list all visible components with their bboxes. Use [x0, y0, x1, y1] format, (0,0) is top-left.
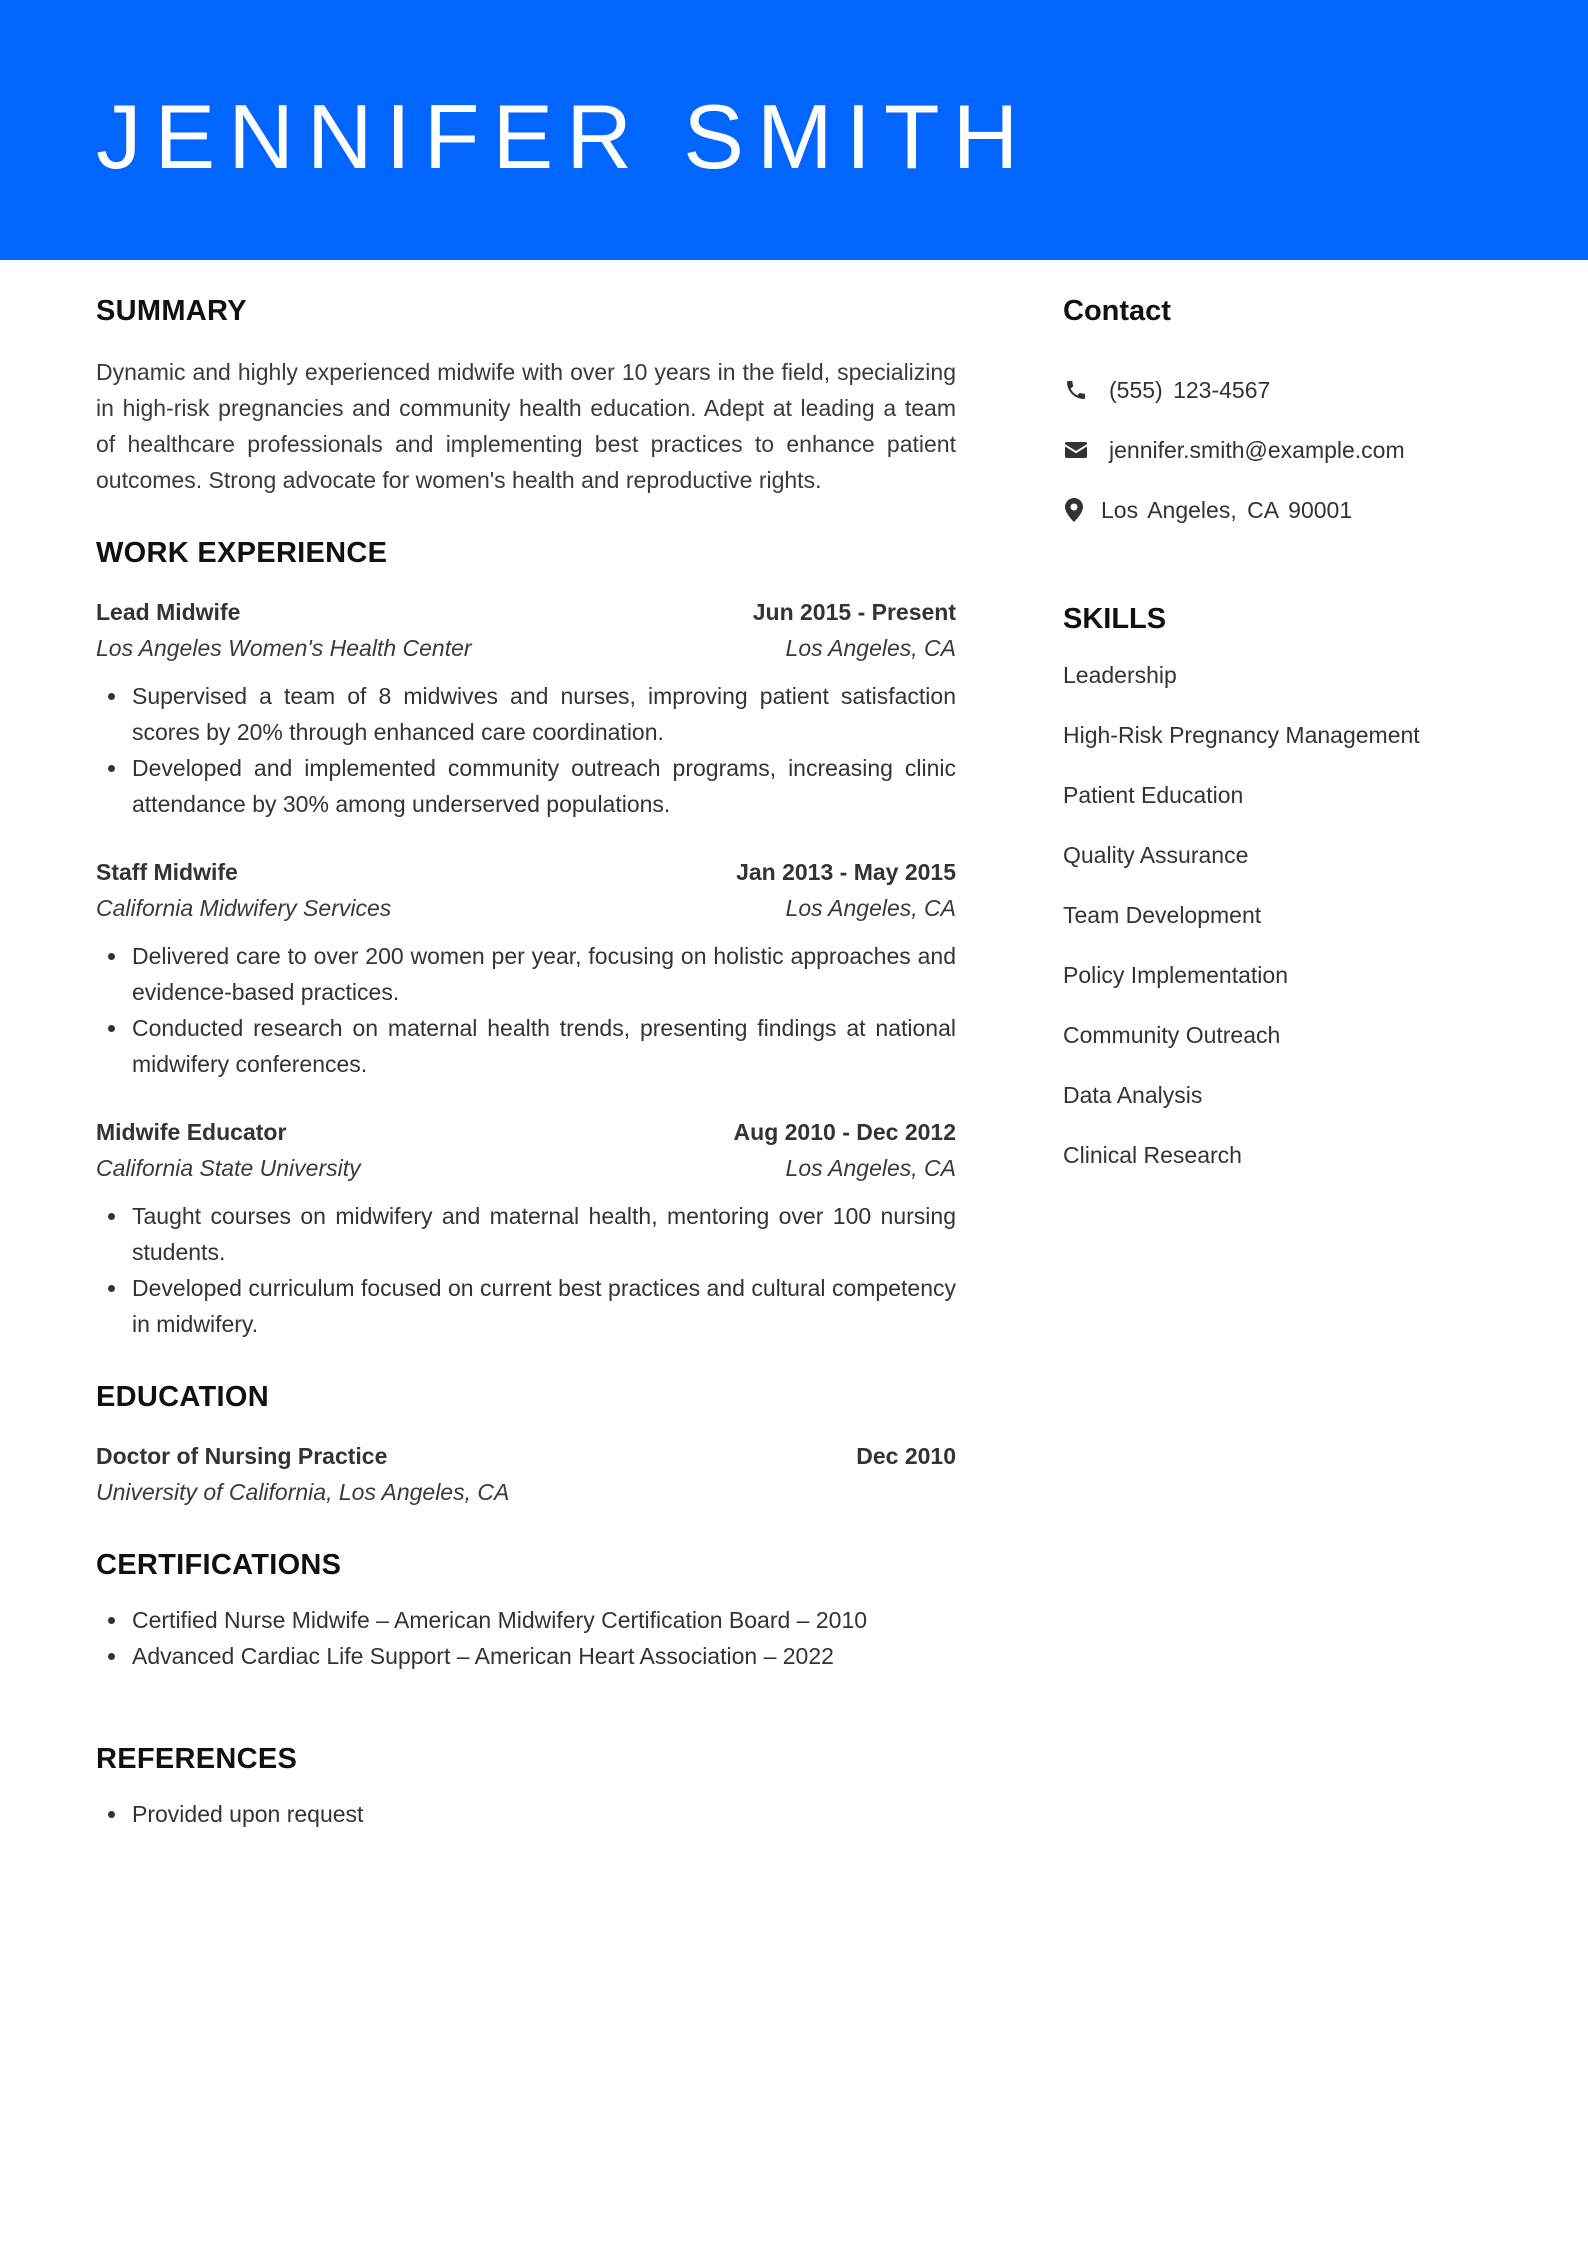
- header-banner: [0, 0, 1588, 260]
- skill-item: Patient Education: [1063, 782, 1244, 808]
- certifications-list: [96, 1602, 956, 1674]
- main-column: [96, 290, 956, 1832]
- contact-email: [1063, 420, 1523, 480]
- contact-list: [1063, 360, 1523, 540]
- education-section: [96, 1376, 956, 1510]
- skill-item: Team Development: [1063, 902, 1262, 928]
- work-experience-title: WORK EXPERIENCE: [96, 537, 388, 569]
- job-entry: [96, 1114, 956, 1342]
- references-section: [96, 1738, 956, 1832]
- degree-date: Dec 2010: [856, 1443, 956, 1469]
- candidate-name: JENNIFER SMITH: [96, 87, 1032, 188]
- education-entry: [96, 1438, 956, 1510]
- side-column: [1063, 290, 1523, 1194]
- contact-phone: [1063, 360, 1523, 420]
- job-bullet: Conducted research on maternal health trends, presenting findings at national midwifery conferences.: [96, 1010, 956, 1082]
- job-role: Staff Midwife: [96, 859, 238, 885]
- location-text: Los Angeles, CA 90001: [1101, 496, 1353, 523]
- work-experience-section: [96, 532, 956, 1342]
- job-location: Los Angeles, CA: [785, 895, 956, 921]
- skill-item: Data Analysis: [1063, 1082, 1203, 1108]
- job-bullet: Developed and implemented community outreach programs, increasing clinic attendance by 30% among underserved populations.: [96, 750, 956, 822]
- references-list: [96, 1796, 956, 1832]
- job-role: Midwife Educator: [96, 1119, 287, 1145]
- school: University of California, Los Angeles, CA: [96, 1479, 510, 1505]
- certification-item: Certified Nurse Midwife – American Midwifery Certification Board – 2010: [96, 1602, 956, 1638]
- job-bullets: [96, 1198, 956, 1342]
- skills-list: [1063, 654, 1523, 1194]
- job-bullet: Delivered care to over 200 women per year, focusing on holistic approaches and evidence-based practices.: [96, 938, 956, 1010]
- references-title: REFERENCES: [96, 1743, 298, 1775]
- certification-item: Advanced Cardiac Life Support – American Heart Association – 2022: [96, 1638, 956, 1674]
- reference-item: Provided upon request: [96, 1796, 956, 1832]
- job-role: Lead Midwife: [96, 599, 241, 625]
- skill-item: Policy Implementation: [1063, 962, 1288, 988]
- skill-item: Community Outreach: [1063, 1022, 1281, 1048]
- summary-text: Dynamic and highly experienced midwife with over 10 years in the field, specializing in high-risk pregnancies and community health education. Adept at leading a team of healthcare professionals and implementing best practices to enhance patient outcomes. Strong advocate for women's health and reproductive rights.: [96, 359, 956, 493]
- job-employer: California State University: [96, 1155, 361, 1181]
- job-entry: [96, 594, 956, 822]
- phone-icon: [1063, 377, 1089, 403]
- contact-title: Contact: [1063, 295, 1171, 327]
- skill-item: High-Risk Pregnancy Management: [1063, 722, 1420, 748]
- map-pin-icon: [1063, 497, 1085, 523]
- job-entry: [96, 854, 956, 1082]
- skill-item: Clinical Research: [1063, 1142, 1242, 1168]
- phone-number[interactable]: (555) 123-4567: [1109, 376, 1271, 403]
- skill-item: Quality Assurance: [1063, 842, 1249, 868]
- summary-title: SUMMARY: [96, 295, 247, 327]
- job-dates: Aug 2010 - Dec 2012: [733, 1119, 956, 1145]
- job-location: Los Angeles, CA: [785, 1155, 956, 1181]
- job-dates: Jun 2015 - Present: [752, 599, 956, 625]
- job-bullets: [96, 678, 956, 822]
- certifications-section: [96, 1544, 956, 1674]
- job-location: Los Angeles, CA: [785, 635, 956, 661]
- job-employer: Los Angeles Women's Health Center: [96, 635, 472, 661]
- skill-item: Leadership: [1063, 662, 1177, 688]
- contact-location: [1063, 480, 1523, 540]
- job-bullet: Supervised a team of 8 midwives and nurses, improving patient satisfaction scores by 20% through enhanced care coordination.: [96, 678, 956, 750]
- job-bullet: Developed curriculum focused on current best practices and cultural competency in midwifery.: [96, 1270, 956, 1342]
- job-bullets: [96, 938, 956, 1082]
- certifications-title: CERTIFICATIONS: [96, 1549, 342, 1581]
- summary-section: [96, 290, 956, 498]
- skills-title: SKILLS: [1063, 603, 1167, 635]
- job-employer: California Midwifery Services: [96, 895, 392, 921]
- email-address[interactable]: jennifer.smith@example.com: [1109, 436, 1405, 463]
- envelope-icon: [1063, 437, 1089, 463]
- degree: Doctor of Nursing Practice: [96, 1443, 388, 1469]
- job-dates: Jan 2013 - May 2015: [736, 859, 956, 885]
- job-bullet: Taught courses on midwifery and maternal health, mentoring over 100 nursing students.: [96, 1198, 956, 1270]
- education-title: EDUCATION: [96, 1381, 269, 1413]
